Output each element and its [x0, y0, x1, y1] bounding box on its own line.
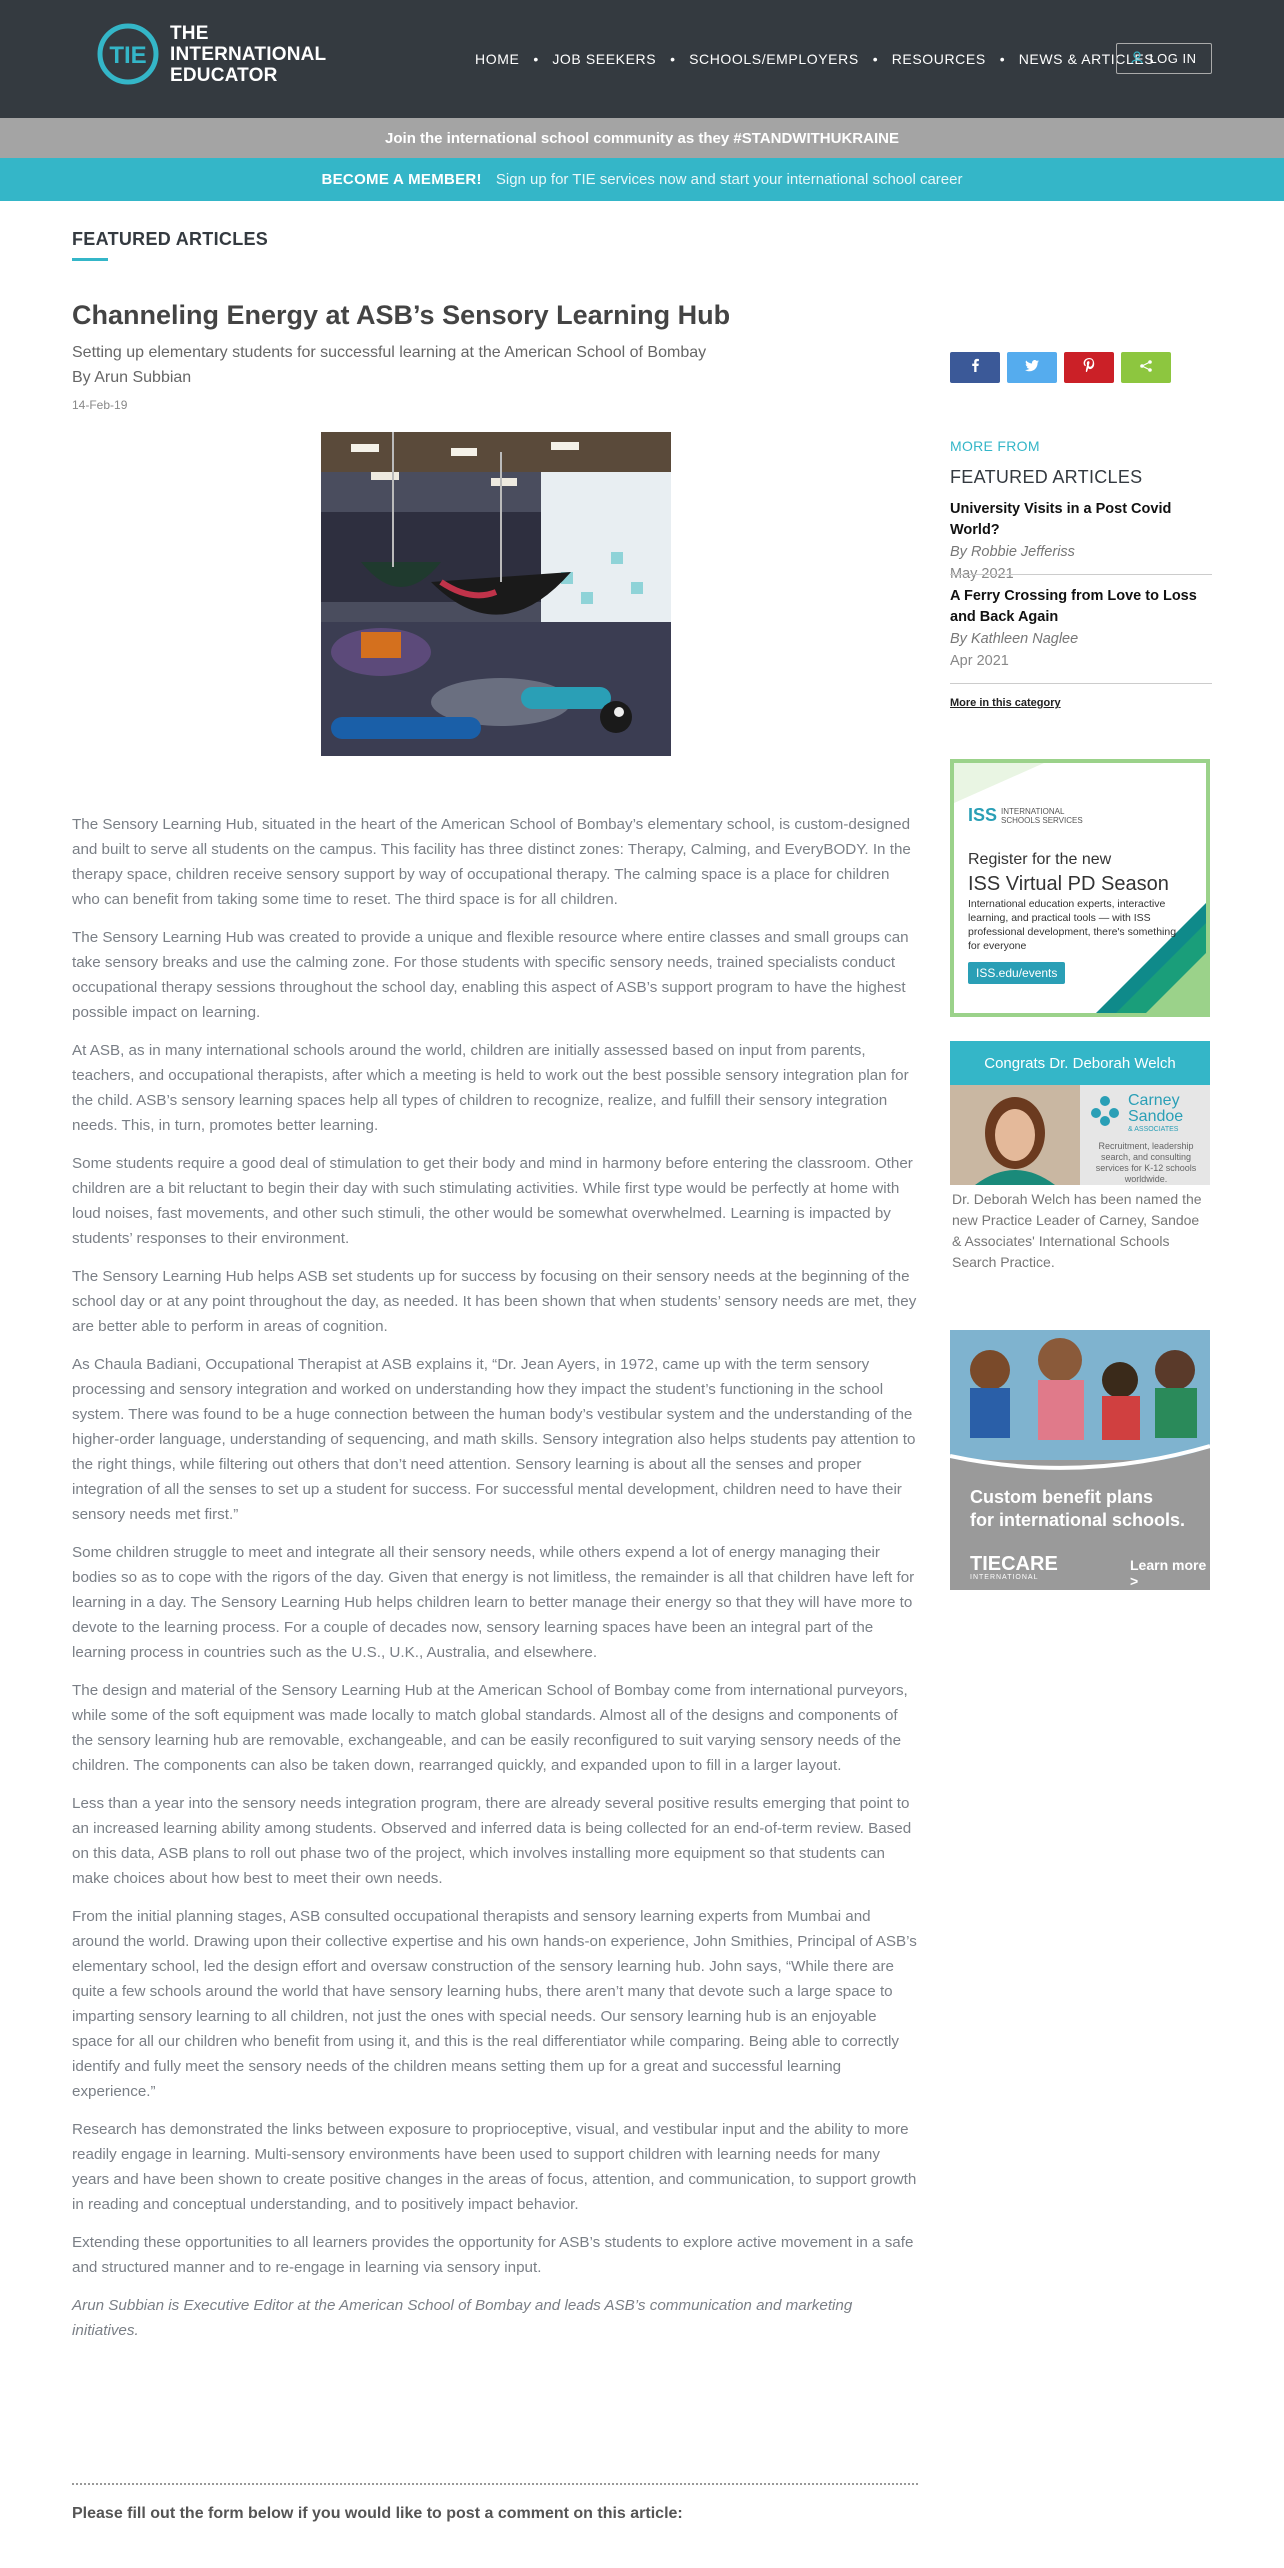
tiecare-headline: Custom benefit plans for international schools. — [970, 1487, 1186, 1530]
nav-separator: • — [670, 51, 676, 67]
article-paragraph: Some children struggle to meet and integrate all their sensory needs, while others expend a lot of energy managing their bodies so as to cope with the rigors of the day. Given that energy is not limitless, the remainder is all that children have left for learning in a day. The Sensory Learning Hub helps children learn to better manage their energy so that they will have more to devote to the learning process. For a couple of decades now, sensory learning spaces have been an integral part of the learning process in countries such as the U.S., U.K., Australia, and elsewhere. — [72, 1544, 915, 1661]
pinterest-icon — [1083, 358, 1095, 377]
share-icon — [1140, 359, 1152, 377]
svg-text:TIE: TIE — [109, 42, 147, 69]
sidebar-heading: FEATURED ARTICLES — [950, 467, 1143, 487]
nav-resources[interactable]: RESOURCES — [891, 51, 986, 67]
sidebar-divider — [950, 683, 1212, 684]
sidebar-article-date: Apr 2021 — [950, 653, 1009, 669]
main-nav — [475, 42, 1154, 76]
sidebar-divider — [950, 574, 1212, 575]
sidebar-article-title[interactable]: University Visits in a Post Covid World? — [950, 501, 1172, 538]
iss-ad-body: International education experts, interactive learning, and practical tools — with ISS professional development, there's something for everyone — [968, 898, 1177, 952]
site-logo[interactable] — [96, 22, 326, 86]
article-paragraph: The Sensory Learning Hub was created to provide a unique and flexible resource where entire classes and small groups can take sensory breaks and use the calming zone. For those students with specific sensory needs, trained specialists conduct occupational therapy sessions throughout the school day, enabling this aspect of ASB’s support program to have the highest possible impact on learning. — [72, 929, 909, 1021]
iss-ad-link[interactable]: ISS.edu/events — [968, 962, 1065, 984]
article-paragraph: The Sensory Learning Hub helps ASB set students up for success by focusing on their sensory needs at the beginning of the school day or at any point throughout the day, as needed. It has been shown that when students’ sensory needs are met, they are better able to perform in areas of cognition. — [72, 1268, 917, 1335]
iss-ad[interactable] — [950, 759, 1210, 1017]
article-paragraph: Extending these opportunities to all learners provides the opportunity for ASB’s students to explore active movement in a safe and structured manner and to re-engage in learning via sensory input. — [72, 2234, 914, 2276]
generic-share-button[interactable] — [1121, 352, 1171, 383]
article-date: 14-Feb-19 — [72, 398, 128, 412]
article-title: Channeling Energy at ASB’s Sensory Learning Hub — [72, 300, 731, 330]
member-banner[interactable] — [0, 158, 1284, 201]
more-from-label: MORE FROM — [950, 438, 1040, 454]
article-paragraph: At ASB, as in many international schools around the world, children are initially assessed based on input from parents, teachers, and occupational therapists, after which a meeting is held to work out the best possible sensory integration plan for the child. ASB’s sensory learning spaces help all types of children to recognize, realize, and fulfill their sensory integration needs. This, in turn, promotes better learning. — [72, 1042, 909, 1134]
article-paragraph: Less than a year into the sensory needs integration program, there are already several positive results emerging that point to an increased learning ability among students. Observed and inferred data is being collected for an end-of-term review. Based on this data, ASB plans to roll out phase two of the project, which involves installing more equipment so that students can make choices about how best to meet their own needs. — [72, 1795, 912, 1887]
article-byline: By Arun Subbian — [72, 369, 192, 386]
twitter-share-button[interactable] — [1007, 352, 1057, 383]
carney-sandoe-logo: Carney Sandoe & ASSOCIATES Recruitment, leadership search, and consulting services for K-12 schools worldwide. — [1080, 1085, 1210, 1185]
ukraine-banner-text: Join the international school community as they #STANDWITHUKRAINE — [385, 129, 899, 147]
comments-divider — [72, 2483, 918, 2485]
article-paragraph: From the initial planning stages, ASB consulted occupational therapists and sensory learning experts from Mumbai and around the world. Drawing upon their collective expertise and his own hands-on experience, John Smithies, Principal of ASB’s elementary school, led the design effort and oversaw construction of the sensory learning hub. John says, “While there are quite a few schools around the world that have sensory learning hubs, there aren’t many that devote such a large space to imparting sensory learning to all children, not just the ones with special needs. Our sensory learning hub is an enjoyable space for all our children who benefit from using it, and this is the real differentiator while comparing. Being able to correctly identify and fully meet the sensory needs of the children means setting them up for a great and successful learning experience.” — [72, 1908, 917, 2100]
sidebar-article[interactable] — [950, 499, 1212, 585]
sidebar-article-date: May 2021 — [950, 566, 1014, 582]
section-underline — [72, 258, 108, 261]
sidebar-article-author: By Robbie Jefferiss — [950, 544, 1075, 560]
pinterest-share-button[interactable] — [1064, 352, 1114, 383]
congrats-caption: Dr. Deborah Welch has been named the new Practice Leader of Carney, Sandoe & Associates' International Schools Search Practice. — [952, 1191, 1202, 1270]
nav-home[interactable]: HOME — [475, 51, 520, 67]
logo-text: THE INTERNATIONAL EDUCATOR — [170, 22, 327, 86]
article-body — [72, 812, 918, 2356]
logo-mark — [96, 22, 160, 86]
more-in-category-link[interactable]: More in this category — [950, 697, 1061, 709]
login-button[interactable] — [1116, 43, 1212, 74]
comments-heading: Please fill out the form below if you would like to post a comment on this article: — [72, 2505, 683, 2522]
twitter-icon — [1025, 359, 1039, 377]
article-paragraph: The design and material of the Sensory Learning Hub at the American School of Bombay come from international purveyors, while some of the soft equipment was made locally to match global standards. Almost all of the designs and components of the sensory learning hub are removable, exchangeable, and can be easily reconfigured to suit varying sensory needs of the children. The components can also be taken down, rearranged quickly, and expanded upon to fill in a larger layout. — [72, 1682, 908, 1774]
user-icon — [1131, 51, 1143, 67]
facebook-share-button[interactable] — [950, 352, 1000, 383]
section-label: FEATURED ARTICLES — [72, 229, 269, 249]
member-banner-text: Sign up for TIE services now and start your international school career — [495, 171, 963, 188]
nav-separator: • — [999, 51, 1005, 67]
article-subtitle: Setting up elementary students for successful learning at the American School of Bombay — [72, 344, 707, 361]
nav-schools-employers[interactable]: SCHOOLS/EMPLOYERS — [689, 51, 859, 67]
tiecare-ad[interactable] — [950, 1330, 1210, 1590]
congrats-photo — [950, 1085, 1210, 1185]
article-paragraph: Research has demonstrated the links between exposure to proprioceptive, visual, and vestibular input and the ability to more readily engage in learning. Multi-sensory environments have been used to support children with learning needs for many years and have been shown to create positive changes in the areas of focus, attention, and communication, to support growth in reading and conceptual understanding, and to positively impact behavior. — [72, 2121, 917, 2213]
facebook-icon — [970, 358, 980, 377]
login-label: LOG IN — [1149, 51, 1197, 66]
tiecare-learn-more[interactable]: Learn more > — [1130, 1557, 1207, 1589]
author-note: Arun Subbian is Executive Editor at the American School of Bombay and leads ASB’s communication and marketing initiatives. — [72, 2297, 853, 2339]
nav-separator: • — [872, 51, 878, 67]
tiecare-logo: TIECARE INTERNATIONAL — [970, 1553, 1058, 1581]
member-banner-cta: BECOME A MEMBER! — [321, 171, 482, 188]
congrats-banner: Congrats Dr. Deborah Welch — [950, 1041, 1210, 1085]
nav-separator: • — [533, 51, 539, 67]
iss-ad-line2: ISS Virtual PD Season — [968, 873, 1169, 895]
carney-sandoe-ad[interactable] — [950, 1041, 1210, 1277]
site-header — [0, 0, 1284, 118]
nav-job-seekers[interactable]: JOB SEEKERS — [552, 51, 657, 67]
article-hero-image — [321, 432, 671, 756]
article-paragraph: As Chaula Badiani, Occupational Therapist at ASB explains it, “Dr. Jean Ayers, in 1972, came up with the term sensory processing and sensory integration and worked on understanding how they impact the student’s functioning in the school system. There was found to be a huge connection between the human body’s vestibular system and the understanding of the higher-order language, understanding of sequencing, and math skills. Sensory integration also helps students pay attention to the right things, while filtering out others that don’t need attention. Sensory learning is about all the senses and proper integration of all the senses to set up a student for success. For successful mental development, children need to have their sensory needs met first.” — [72, 1356, 916, 1523]
sidebar-article-title[interactable]: A Ferry Crossing from Love to Loss and Back Again — [950, 588, 1197, 625]
sidebar-article[interactable] — [950, 586, 1212, 672]
iss-ad-line1: Register for the new — [968, 851, 1112, 868]
iss-logo: ISS INTERNATIONAL SCHOOLS SERVICES — [968, 805, 1083, 825]
article-paragraph: The Sensory Learning Hub, situated in the heart of the American School of Bombay’s elementary school, is custom-designed and built to serve all students on the campus. This facility has three distinct zones: Therapy, Calming, and EveryBODY. In the therapy space, children receive sensory support by way of occupational therapy. The calming space is a place for children who can benefit from taking some time to reset. The third space is for all children. — [72, 816, 911, 908]
sidebar-article-author: By Kathleen Naglee — [950, 631, 1079, 647]
article-paragraph: Some students require a good deal of stimulation to get their body and mind in harmony before entering the classroom. Other children are a bit reluctant to begin their day with such stimulating activities. While first type would be perfectly at home with loud noises, fast movements, and other such stimuli, the other would be somewhat overwhelmed. Learning is impacted by students’ responses to their environment. — [72, 1155, 913, 1247]
ukraine-banner[interactable] — [0, 118, 1284, 158]
nav-news-articles[interactable]: NEWS & ARTICLES — [1018, 51, 1155, 67]
